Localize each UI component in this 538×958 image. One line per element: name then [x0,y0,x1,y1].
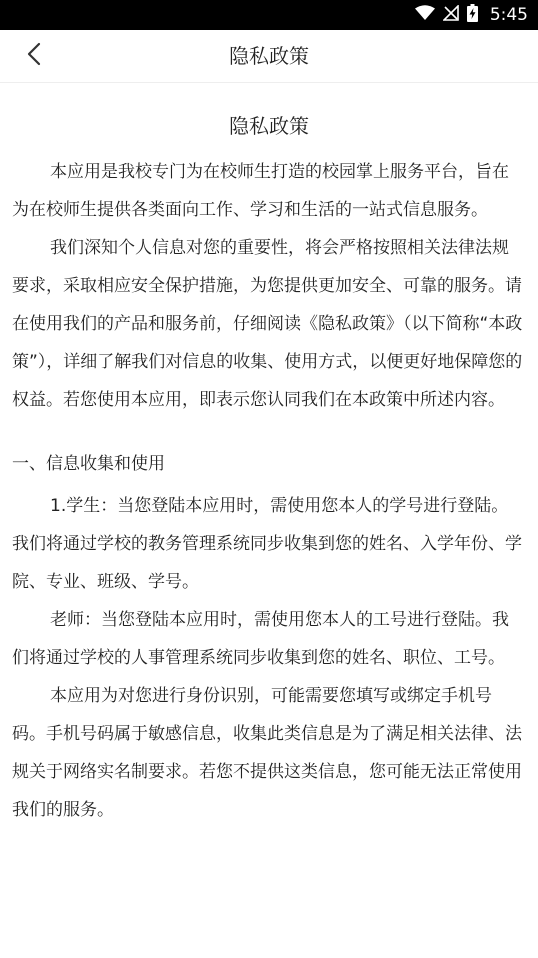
section-paragraph-2: 老师：当您登陆本应用时，需使用您本人的工号进行登陆。我们将通过学校的人事管理系统同步收集到您的姓名、职位、工号。 [12,610,509,668]
status-time: 5:45 [489,5,528,25]
section-paragraph-3: 本应用为对您进行身份识别，可能需要您填写或绑定手机号码。手机号码属于敏感信息，收集此类信息是为了满足相关法律、法规关于网络实名制要求。若您不提供这类信息，您可能无法正常使用我们的服务。 [12,686,522,820]
intro-paragraph-1: 本应用是我校专门为在校师生打造的校园掌上服务平台，旨在为在校师生提供各类面向工作、学习和生活的一站式信息服务。 [12,162,509,220]
intro-paragraph-2: 我们深知个人信息对您的重要性，将会严格按照相关法律法规要求，采取相应安全保护措施，为您提供更加安全、可靠的服务。请在使用我们的产品和服务前，仔细阅读《隐私政策》（以下简称“本政策”），详细了解我们对信息的收集、使用方式，以便更好地保障您的权益。若您使用本应用，即表示您认同我们在本政策中所述内容。 [12,238,523,410]
no-signal-icon [443,5,459,25]
section-heading: 一、信息收集和使用 [12,454,165,474]
battery-charging-icon [467,4,478,26]
nav-bar [0,30,538,83]
section-paragraph-1: 1.学生：当您登陆本应用时，需使用您本人的学号进行登陆。我们将通过学校的教务管理系统同步收集到您的姓名、入学年份、学院、专业、班级、学号。 [12,496,522,592]
policy-content[interactable] [0,83,538,958]
status-icons [415,0,528,30]
back-button[interactable] [14,38,54,74]
status-bar [0,0,538,30]
chevron-left-icon [27,42,41,70]
page-title: 隐私政策 [229,44,309,68]
document-title: 隐私政策 [229,114,309,138]
wifi-icon [415,5,435,25]
